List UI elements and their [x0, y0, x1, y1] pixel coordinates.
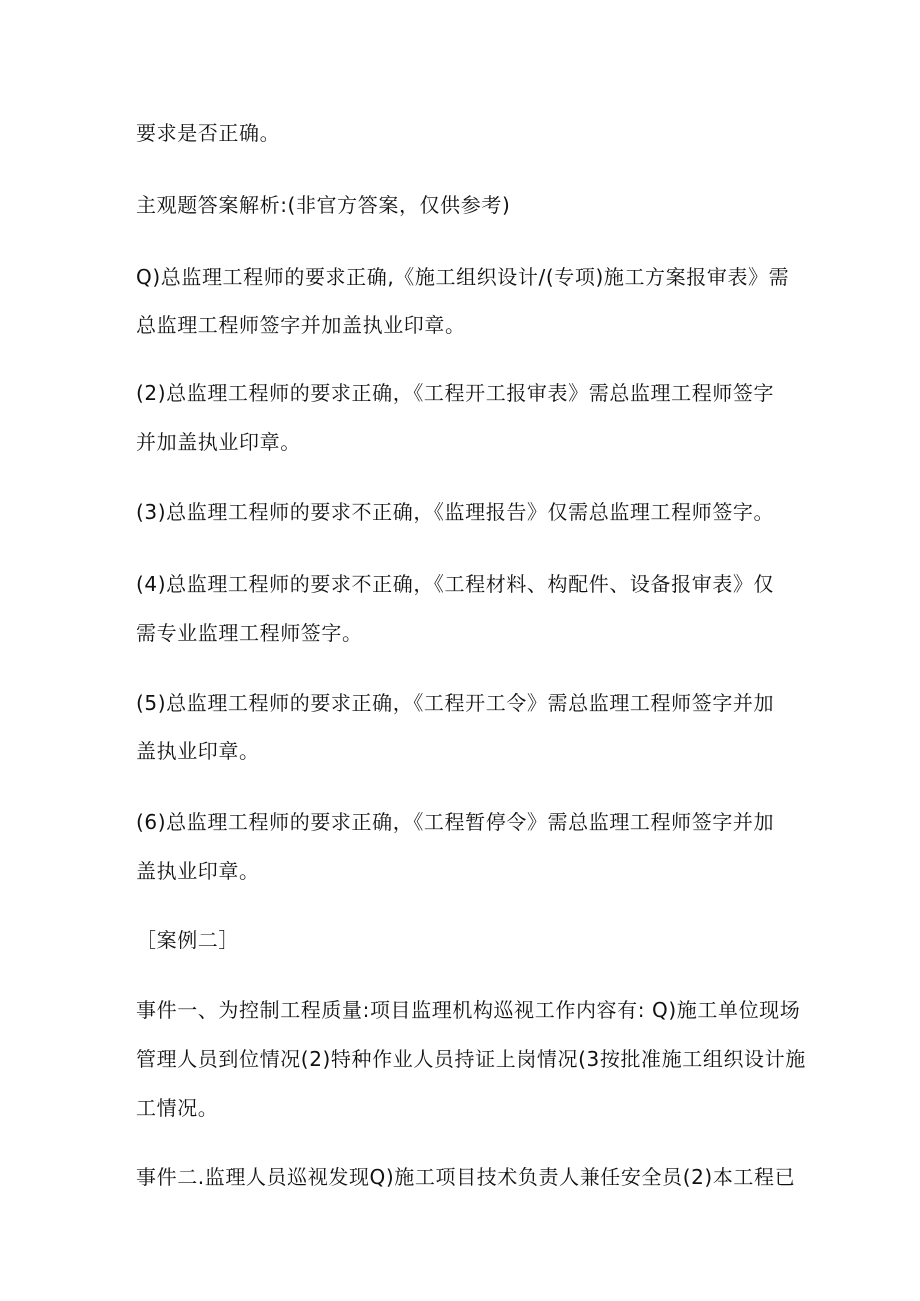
text-line: (4)总监理工程师的要求不正确，《工程材料、构配件、设备报审表》仅	[136, 572, 775, 596]
section-heading: ［案例二］	[136, 928, 239, 952]
text-line: 事件二.监理人员巡视发现Q)施工项目技术负责人兼任安全员(2)本工程已	[136, 1165, 796, 1189]
text-line: (2)总监理工程师的要求正确，《工程开工报审表》需总监理工程师签字	[136, 381, 775, 405]
text-line: (5)总监理工程师的要求正确，《工程开工令》需总监理工程师签字并加	[136, 691, 775, 715]
text-line: 并加盖执业印章。	[136, 430, 301, 454]
text-line: 盖执业印章。	[136, 739, 260, 763]
text-line: Q)总监理工程师的要求正确,《施工组织设计/(专项)施工方案报审表》需	[136, 265, 790, 289]
text-line: 总监理工程师签字并加盖执业印章。	[136, 313, 466, 337]
text-line: (6)总监理工程师的要求正确，《工程暂停令》需总监理工程师签字并加	[136, 810, 775, 834]
text-line: 管理人员到位情况(2)特种作业人员持证上岗情况(3按批准施工组织设计施	[136, 1047, 806, 1071]
text-line: 事件一、为控制工程质量:项目监理机构巡视工作内容有: Q)施工单位现场	[136, 998, 801, 1022]
text-line: 需专业监理工程师签字。	[136, 621, 363, 645]
text-line: 主观题答案解析:(非官方答案，仅供参考)	[136, 193, 511, 217]
text-line: 要求是否正确。	[136, 121, 281, 145]
text-line: (3)总监理工程师的要求不正确，《监理报告》仅需总监理工程师签字。	[136, 500, 775, 524]
text-line: 盖执业印章。	[136, 859, 260, 883]
text-line: 工情况。	[136, 1096, 219, 1120]
